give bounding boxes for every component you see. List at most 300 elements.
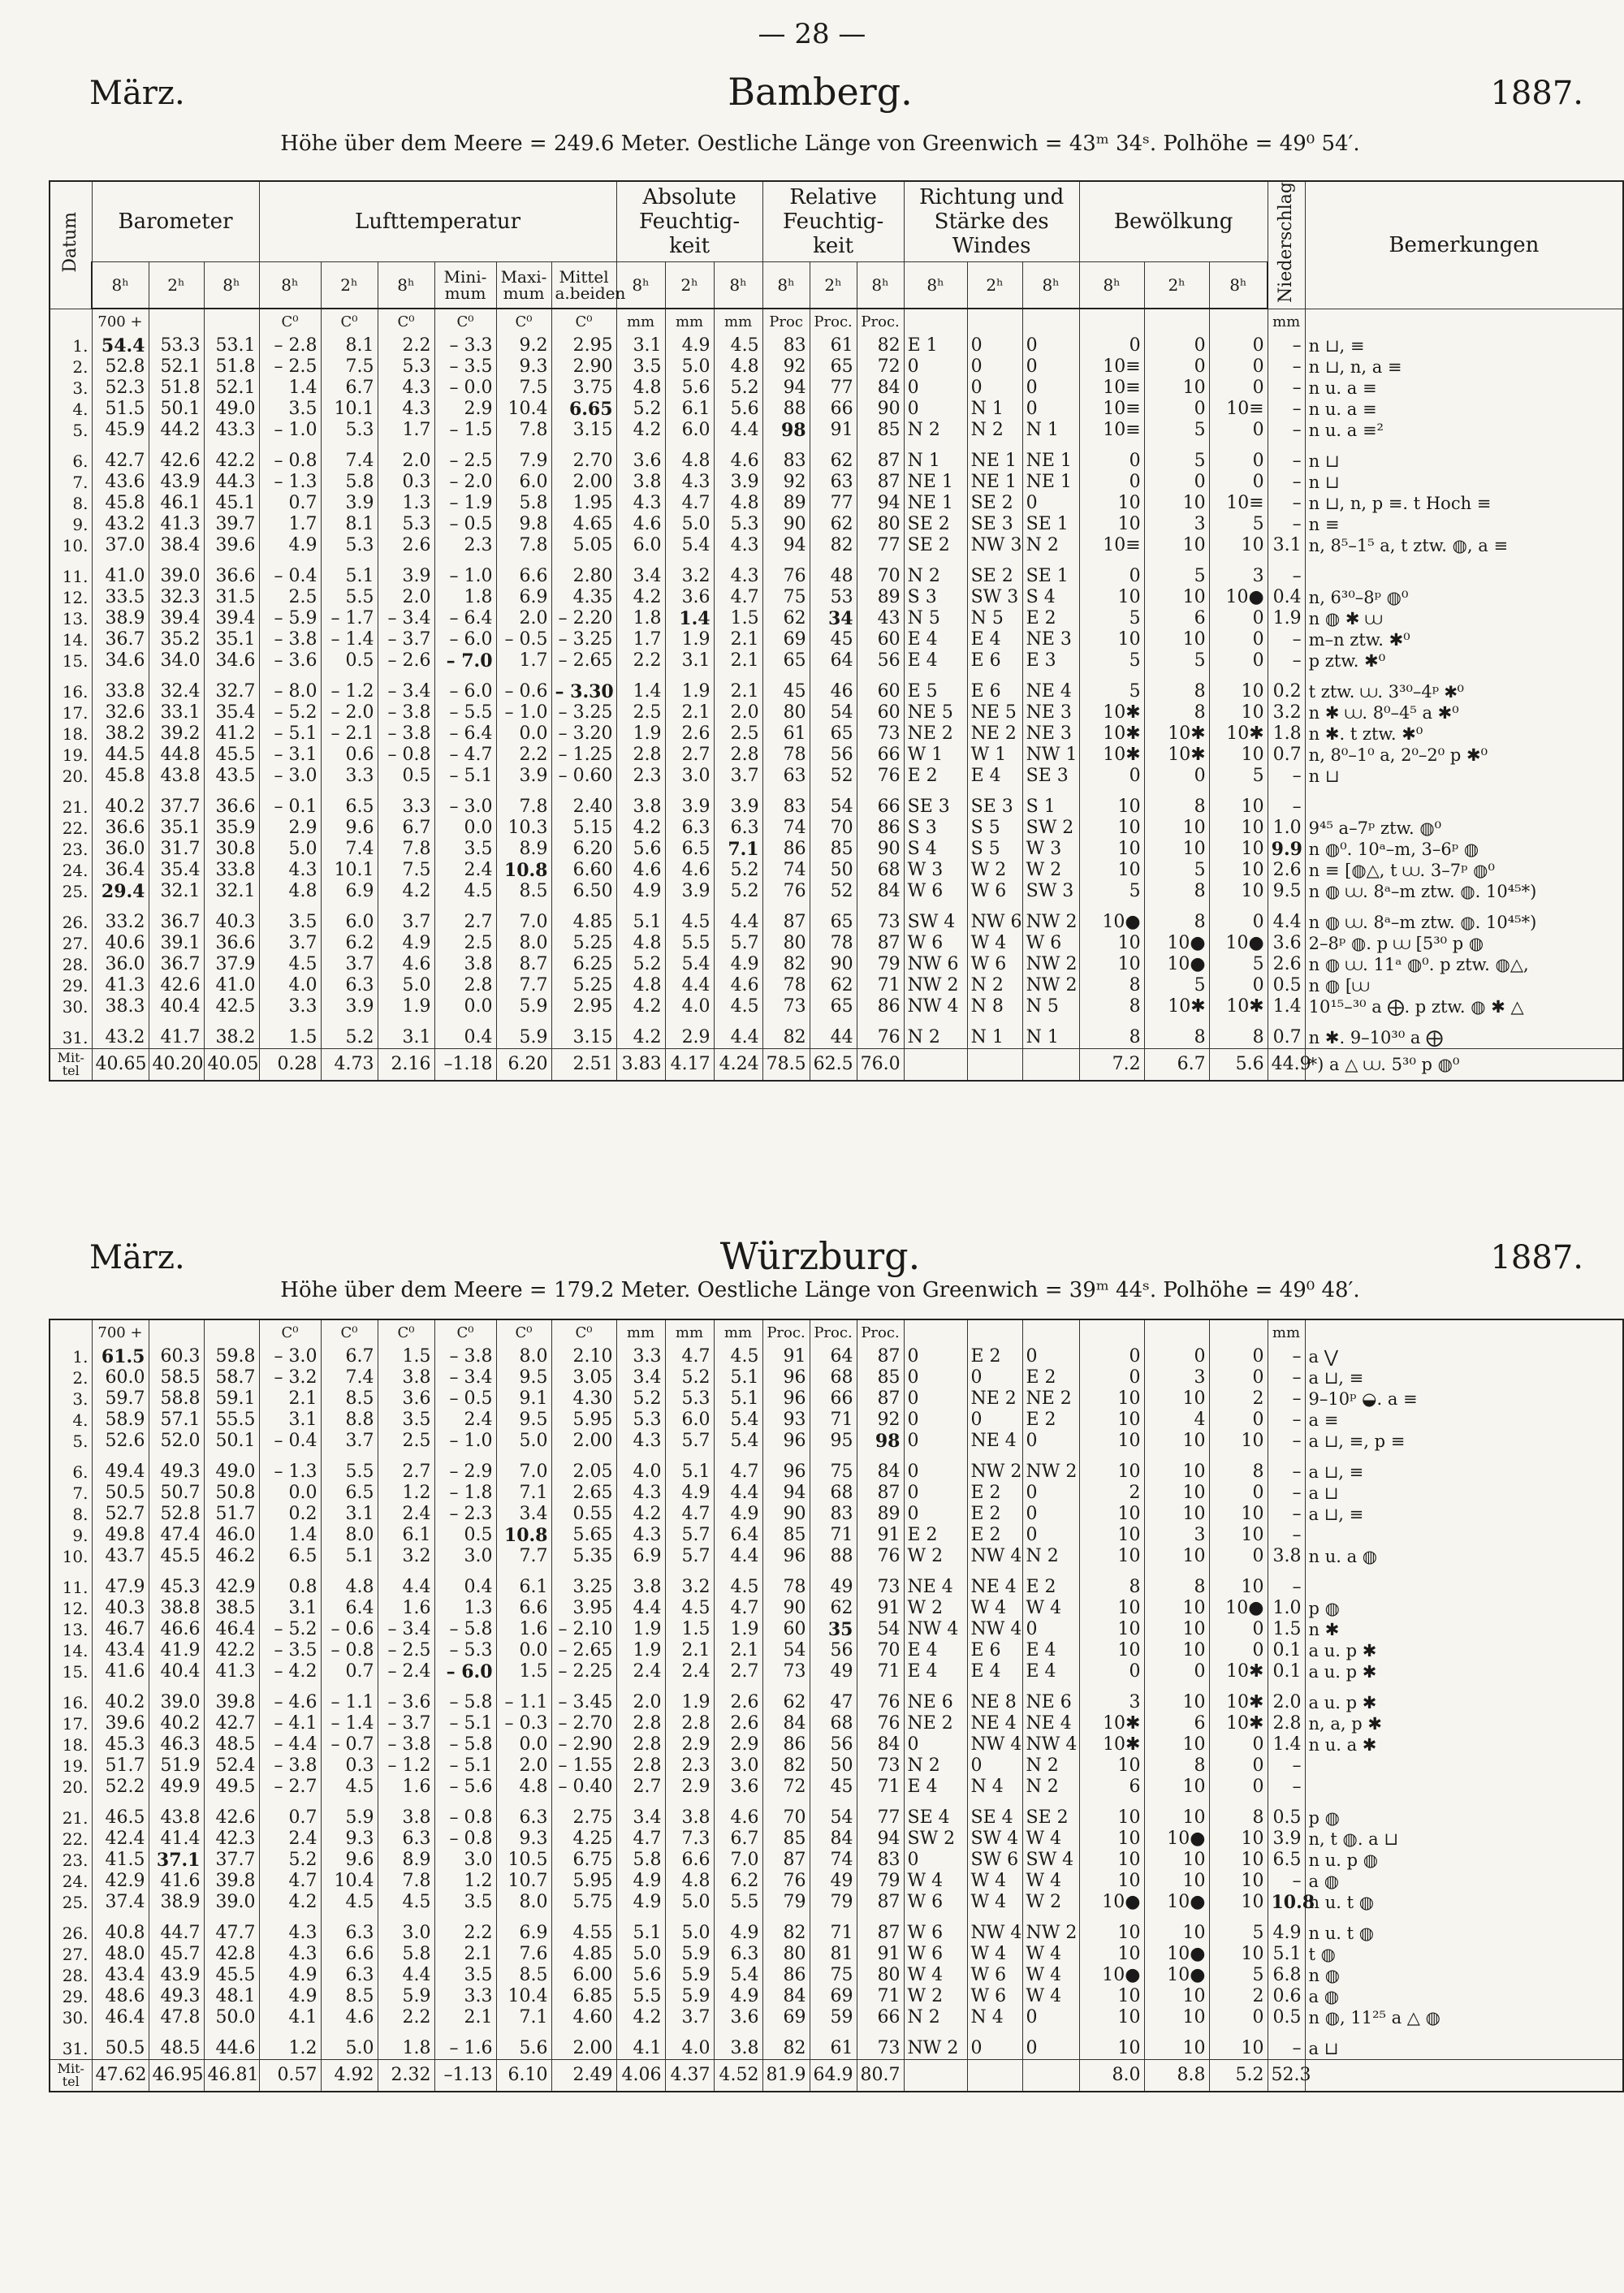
value-cell: 1.5 xyxy=(378,1346,434,1367)
value-cell: 6.3 xyxy=(321,1965,378,1986)
value-cell: 10✱ xyxy=(1144,996,1209,1017)
value-cell: – 3.6 xyxy=(259,650,321,671)
value-cell: SE 4 xyxy=(967,1807,1022,1829)
table-row xyxy=(50,608,1623,629)
value-cell: 8 xyxy=(1079,975,1144,996)
spacer-cell xyxy=(857,787,904,797)
value-cell: 6.3 xyxy=(496,1807,551,1829)
value-cell: 40.4 xyxy=(149,996,204,1017)
value-cell: 58.8 xyxy=(149,1388,204,1410)
table-row xyxy=(50,681,1623,702)
spacer-cell xyxy=(1144,1913,1209,1923)
mittel-cell: 5.6 xyxy=(1209,1049,1268,1082)
value-cell: 5.7 xyxy=(665,1546,714,1567)
value-cell: 2.4 xyxy=(378,1504,434,1525)
value-cell: SE 2 xyxy=(904,514,967,535)
value-cell: 45.7 xyxy=(149,1944,204,1965)
value-cell: 10 xyxy=(1144,1388,1209,1410)
value-cell: N 8 xyxy=(967,996,1022,1017)
value-cell: 38.8 xyxy=(149,1598,204,1619)
value-cell: 61 xyxy=(762,723,810,745)
value-cell: E 2 xyxy=(967,1483,1022,1504)
value-cell: 5 xyxy=(1144,420,1209,441)
mittel-cell: 46.95 xyxy=(149,2060,204,2092)
month-label: März. xyxy=(89,75,185,112)
value-cell: 4.4 xyxy=(665,975,714,996)
table-row xyxy=(50,535,1623,556)
value-cell: 66 xyxy=(810,399,857,420)
day-cell: 29. xyxy=(50,975,92,996)
value-cell: 4.6 xyxy=(714,975,762,996)
value-cell: 3.5 xyxy=(434,839,496,860)
value-cell: 33.8 xyxy=(92,681,149,702)
unit-cell: Proc. xyxy=(810,309,857,335)
value-cell: 91 xyxy=(857,1598,904,1619)
spacer-cell xyxy=(1268,1452,1305,1462)
month-label: März. xyxy=(89,1239,185,1276)
year-label: 1887. xyxy=(1490,1239,1583,1276)
value-cell: 10 xyxy=(1144,1504,1209,1525)
spacer-cell xyxy=(434,1452,496,1462)
value-cell: 2.1 xyxy=(434,2007,496,2028)
day-cell: 30. xyxy=(50,2007,92,2028)
value-cell: W 4 xyxy=(1022,1944,1079,1965)
value-cell: 87 xyxy=(857,1483,904,1504)
table-row xyxy=(50,702,1623,723)
value-cell: 77 xyxy=(857,535,904,556)
value-cell: 59 xyxy=(810,2007,857,2028)
value-cell: 10● xyxy=(1209,587,1268,608)
value-cell: 1.0 xyxy=(1268,818,1305,839)
value-cell: 6.9 xyxy=(496,1923,551,1944)
value-cell: 3.0 xyxy=(665,766,714,787)
value-cell: 10.4 xyxy=(496,399,551,420)
spacer-cell xyxy=(1079,556,1144,566)
value-cell: 75 xyxy=(810,1965,857,1986)
value-cell: 3.7 xyxy=(665,2007,714,2028)
unit-cell: Proc xyxy=(762,309,810,335)
value-cell: 2.8 xyxy=(434,975,496,996)
spacer-cell xyxy=(1144,441,1209,451)
value-cell: 41.0 xyxy=(204,975,259,996)
remarks-cell: a ⋁ xyxy=(1305,1346,1623,1367)
value-cell: E 2 xyxy=(1022,608,1079,629)
value-cell: 34.6 xyxy=(204,650,259,671)
year-label: 1887. xyxy=(1490,75,1583,112)
value-cell: 5.1 xyxy=(714,1367,762,1388)
day-cell: 24. xyxy=(50,860,92,881)
table-row xyxy=(50,1546,1623,1567)
value-cell: 48.1 xyxy=(204,1986,259,2007)
spacer-cell xyxy=(434,1798,496,1807)
spacer-cell xyxy=(810,1567,857,1577)
value-cell: – 5.3 xyxy=(434,1640,496,1661)
value-cell: 10≡ xyxy=(1079,420,1144,441)
value-cell: 10.8 xyxy=(1268,1892,1305,1913)
value-cell: 53 xyxy=(810,587,857,608)
value-cell: 6.6 xyxy=(321,1944,378,1965)
day-cell: 18. xyxy=(50,723,92,745)
value-cell: 4.7 xyxy=(714,1598,762,1619)
value-cell: 10 xyxy=(1209,881,1268,902)
day-cell: 25. xyxy=(50,881,92,902)
value-cell: 2.2 xyxy=(434,1923,496,1944)
spacer-cell xyxy=(1144,1682,1209,1692)
spacer-cell xyxy=(1209,787,1268,797)
spacer-cell xyxy=(378,1567,434,1577)
value-cell: 88 xyxy=(810,1546,857,1567)
value-cell: 0 xyxy=(1209,912,1268,933)
value-cell: 1.9 xyxy=(665,1692,714,1713)
unit-cell xyxy=(967,309,1022,335)
value-cell: 2.7 xyxy=(714,1661,762,1682)
value-cell: 8 xyxy=(1079,996,1144,1017)
spacer-cell xyxy=(1022,787,1079,797)
value-cell: 94 xyxy=(857,493,904,514)
value-cell: 0 xyxy=(967,1410,1022,1431)
value-cell: W 1 xyxy=(967,745,1022,766)
header-wind: Richtung und Stärke des Windes xyxy=(904,181,1079,262)
remarks-cell: n u. a ◍ xyxy=(1305,1546,1623,1567)
value-cell: 4.7 xyxy=(616,1829,665,1850)
unit-cell: Proc. xyxy=(762,1319,810,1346)
value-cell: 9.8 xyxy=(496,514,551,535)
value-cell: 36.7 xyxy=(149,954,204,975)
value-cell: 0.0 xyxy=(434,818,496,839)
value-cell: W 6 xyxy=(904,881,967,902)
value-cell: 48.0 xyxy=(92,1944,149,1965)
subheader-cell: Maxi-mum xyxy=(496,262,551,309)
value-cell: 0 xyxy=(1209,451,1268,472)
value-cell: 53.3 xyxy=(149,335,204,356)
value-cell: 44.8 xyxy=(149,745,204,766)
value-cell: 5 xyxy=(1144,975,1209,996)
spacer-cell xyxy=(204,671,259,681)
value-cell: 10 xyxy=(1209,1504,1268,1525)
value-cell: 5 xyxy=(1209,954,1268,975)
value-cell: 50 xyxy=(810,1755,857,1777)
unit-cell: Proc. xyxy=(857,1319,904,1346)
table-row xyxy=(50,1483,1623,1504)
day-cell: 17. xyxy=(50,1713,92,1734)
value-cell: 4.4 xyxy=(714,912,762,933)
remarks-cell: a ⊔ xyxy=(1305,2038,1623,2060)
value-cell: 59.7 xyxy=(92,1388,149,1410)
mittel-cell: 7.2 xyxy=(1079,1049,1144,1082)
remarks-cell: n u. a ✱ xyxy=(1305,1734,1623,1755)
header-lufttemperatur: Lufttemperatur xyxy=(259,181,616,262)
value-cell: 4.55 xyxy=(551,1923,616,1944)
header-abs-feuchtigkeit: Absolute Feuchtig-keit xyxy=(616,181,762,262)
value-cell: N 2 xyxy=(904,1027,967,1049)
value-cell: 7.7 xyxy=(496,975,551,996)
value-cell: 5.3 xyxy=(378,514,434,535)
value-cell: – 3.1 xyxy=(259,745,321,766)
spacer-cell xyxy=(714,1567,762,1577)
value-cell: 0 xyxy=(967,1367,1022,1388)
spacer-cell xyxy=(1079,1798,1144,1807)
value-cell: N 2 xyxy=(904,1755,967,1777)
remarks-cell: n ◍⁰. 10ᵃ–m, 3–6ᵖ ◍ xyxy=(1305,839,1623,860)
value-cell: 43.8 xyxy=(149,766,204,787)
spacer-cell xyxy=(259,902,321,912)
value-cell: 2.40 xyxy=(551,797,616,818)
value-cell: 8.1 xyxy=(321,514,378,535)
value-cell: 3.0 xyxy=(434,1546,496,1567)
value-cell: 4.3 xyxy=(714,566,762,587)
value-cell: W 6 xyxy=(967,954,1022,975)
value-cell: N 1 xyxy=(904,451,967,472)
value-cell: 4.9 xyxy=(616,1871,665,1892)
spacer-cell xyxy=(762,1017,810,1027)
spacer-cell xyxy=(810,1798,857,1807)
value-cell: 42.2 xyxy=(204,451,259,472)
unit-cell xyxy=(149,309,204,335)
value-cell: 5.2 xyxy=(714,378,762,399)
value-cell: 50.5 xyxy=(92,1483,149,1504)
spacer-cell xyxy=(1209,556,1268,566)
value-cell: 2.8 xyxy=(665,1713,714,1734)
spacer-cell xyxy=(149,902,204,912)
value-cell: 36.6 xyxy=(204,797,259,818)
row-spacer xyxy=(50,1017,1623,1027)
value-cell: 10 xyxy=(1209,797,1268,818)
value-cell: 10 xyxy=(1144,1777,1209,1798)
value-cell: 3.15 xyxy=(551,420,616,441)
value-cell: 3.6 xyxy=(1268,933,1305,954)
value-cell: 5 xyxy=(1144,860,1209,881)
table-row xyxy=(50,1577,1623,1598)
value-cell: 91 xyxy=(857,1944,904,1965)
value-cell: 32.3 xyxy=(149,587,204,608)
value-cell: 8 xyxy=(1079,1027,1144,1049)
value-cell: 6.7 xyxy=(321,1346,378,1367)
spacer-cell xyxy=(1079,441,1144,451)
value-cell: – 1.9 xyxy=(434,493,496,514)
spacer-cell xyxy=(50,671,92,681)
value-cell: 7.8 xyxy=(378,839,434,860)
spacer-cell xyxy=(496,1452,551,1462)
value-cell: E 1 xyxy=(904,335,967,356)
value-cell: 82 xyxy=(762,954,810,975)
unit-cell xyxy=(204,1319,259,1346)
value-cell: 83 xyxy=(762,451,810,472)
value-cell: 79 xyxy=(762,1892,810,1913)
value-cell: 3.0 xyxy=(378,1923,434,1944)
value-cell: 41.5 xyxy=(92,1850,149,1871)
value-cell: 4.3 xyxy=(259,1944,321,1965)
value-cell: 10 xyxy=(1079,1504,1144,1525)
value-cell: 1.7 xyxy=(496,650,551,671)
spacer-cell xyxy=(616,441,665,451)
table-row xyxy=(50,766,1623,787)
value-cell: – 3.25 xyxy=(551,702,616,723)
value-cell: – xyxy=(1268,1367,1305,1388)
value-cell: – 3.4 xyxy=(434,1367,496,1388)
spacer-cell xyxy=(857,1567,904,1577)
value-cell: NE 8 xyxy=(967,1692,1022,1713)
day-cell: 6. xyxy=(50,1462,92,1483)
value-cell: 4.8 xyxy=(616,933,665,954)
spacer-cell xyxy=(714,2028,762,2038)
value-cell: 42.3 xyxy=(204,1829,259,1850)
value-cell: 5.5 xyxy=(321,1462,378,1483)
value-cell: 10 xyxy=(1144,1462,1209,1483)
value-cell: 72 xyxy=(762,1777,810,1798)
unit-cell xyxy=(904,1319,967,1346)
day-cell: 7. xyxy=(50,1483,92,1504)
value-cell: – xyxy=(1268,1410,1305,1431)
day-cell: 26. xyxy=(50,912,92,933)
value-cell: S 1 xyxy=(1022,797,1079,818)
value-cell: N 5 xyxy=(904,608,967,629)
value-cell: 3.6 xyxy=(616,451,665,472)
remarks-cell: a ≡ xyxy=(1305,1410,1623,1431)
value-cell: 4.8 xyxy=(714,493,762,514)
value-cell: 34.6 xyxy=(92,650,149,671)
value-cell: – 0.3 xyxy=(496,1713,551,1734)
value-cell: 58.7 xyxy=(204,1367,259,1388)
spacer-cell xyxy=(259,1567,321,1577)
value-cell: – 0.8 xyxy=(259,451,321,472)
table-row xyxy=(50,1777,1623,1798)
spacer-cell xyxy=(810,556,857,566)
spacer-cell xyxy=(810,441,857,451)
value-cell: 47.7 xyxy=(204,1923,259,1944)
value-cell: 1.5 xyxy=(665,1619,714,1640)
value-cell: 9.3 xyxy=(496,1829,551,1850)
value-cell: 98 xyxy=(762,420,810,441)
value-cell: 0 xyxy=(1144,335,1209,356)
value-cell: 0 xyxy=(1022,1483,1079,1504)
value-cell: 73 xyxy=(857,723,904,745)
mittel-cell: 44.9 xyxy=(1268,1049,1305,1082)
spacer-cell xyxy=(204,1798,259,1807)
value-cell: 87 xyxy=(857,472,904,493)
value-cell: 3.2 xyxy=(665,1577,714,1598)
spacer-cell xyxy=(496,2028,551,2038)
value-cell: 6.5 xyxy=(1268,1850,1305,1871)
value-cell: 52.6 xyxy=(92,1431,149,1452)
value-cell: 2.0 xyxy=(1268,1692,1305,1713)
spacer-cell xyxy=(321,441,378,451)
spacer-cell xyxy=(616,1682,665,1692)
value-cell: 7.7 xyxy=(496,1546,551,1567)
value-cell: 43.8 xyxy=(149,1807,204,1829)
value-cell: 71 xyxy=(857,1777,904,1798)
value-cell: 6.5 xyxy=(321,797,378,818)
value-cell: 5.25 xyxy=(551,933,616,954)
value-cell: 7.5 xyxy=(378,860,434,881)
value-cell: 80 xyxy=(857,1965,904,1986)
value-cell: 42.4 xyxy=(92,1829,149,1850)
value-cell: 6.75 xyxy=(551,1850,616,1871)
unit-cell: C⁰ xyxy=(321,309,378,335)
value-cell: 8 xyxy=(1209,1027,1268,1049)
table-row xyxy=(50,378,1623,399)
value-cell: 91 xyxy=(857,1525,904,1546)
value-cell: 10✱ xyxy=(1209,1713,1268,1734)
table-row xyxy=(50,723,1623,745)
spacer-cell xyxy=(1079,2028,1144,2038)
value-cell: 50.1 xyxy=(149,399,204,420)
value-cell: 2.90 xyxy=(551,356,616,378)
subheader-cell: 8ʰ xyxy=(259,262,321,309)
mittel-cell: 64.9 xyxy=(810,2060,857,2092)
value-cell: 3.5 xyxy=(259,912,321,933)
mittel-cell: 46.81 xyxy=(204,2060,259,2092)
value-cell: 2.9 xyxy=(665,1027,714,1049)
spacer-cell xyxy=(1144,2028,1209,2038)
value-cell: 10✱ xyxy=(1209,1692,1268,1713)
value-cell: 10 xyxy=(1144,1619,1209,1640)
value-cell: 3.5 xyxy=(616,356,665,378)
value-cell: NE 5 xyxy=(967,702,1022,723)
value-cell: 29.4 xyxy=(92,881,149,902)
value-cell: 60 xyxy=(857,702,904,723)
value-cell: 68 xyxy=(810,1367,857,1388)
value-cell: 50.5 xyxy=(92,2038,149,2060)
unit-cell xyxy=(1022,309,1079,335)
value-cell: 0.4 xyxy=(434,1577,496,1598)
value-cell: 3.75 xyxy=(551,378,616,399)
value-cell: 5.4 xyxy=(714,1431,762,1452)
value-cell: – 2.4 xyxy=(378,1661,434,1682)
value-cell: 91 xyxy=(810,420,857,441)
value-cell: 7.6 xyxy=(496,1944,551,1965)
value-cell: 85 xyxy=(857,1367,904,1388)
value-cell: – 1.1 xyxy=(321,1692,378,1713)
spacer-cell xyxy=(857,1682,904,1692)
spacer-cell xyxy=(551,1798,616,1807)
value-cell: – xyxy=(1268,493,1305,514)
mittel-cell: 47.62 xyxy=(92,2060,149,2092)
value-cell: – 1.0 xyxy=(434,566,496,587)
value-cell: – 3.3 xyxy=(434,335,496,356)
unit-cell xyxy=(1305,1319,1623,1346)
value-cell: 10 xyxy=(1209,1577,1268,1598)
value-cell: 6.7 xyxy=(714,1829,762,1850)
value-cell: S 5 xyxy=(967,839,1022,860)
value-cell: 10 xyxy=(1144,493,1209,514)
value-cell: 42.7 xyxy=(92,451,149,472)
value-cell: 2.5 xyxy=(259,587,321,608)
value-cell: 0.1 xyxy=(1268,1640,1305,1661)
unit-cell xyxy=(149,1319,204,1346)
remarks-cell: a ⊔, ≡ xyxy=(1305,1367,1623,1388)
value-cell: 91 xyxy=(762,1346,810,1367)
value-cell: 5.8 xyxy=(321,472,378,493)
spacer-cell xyxy=(904,2028,967,2038)
value-cell: 51.9 xyxy=(149,1755,204,1777)
value-cell: 2.70 xyxy=(551,451,616,472)
value-cell: 4.7 xyxy=(259,1871,321,1892)
value-cell: 49.0 xyxy=(204,399,259,420)
unit-cell: C⁰ xyxy=(496,309,551,335)
value-cell: 90 xyxy=(762,1598,810,1619)
unit-cell: C⁰ xyxy=(321,1319,378,1346)
value-cell: 6.0 xyxy=(665,420,714,441)
table-row xyxy=(50,1871,1623,1892)
value-cell: 83 xyxy=(810,1504,857,1525)
station-name: Würzburg. xyxy=(719,1234,921,1278)
value-cell: 2.3 xyxy=(616,766,665,787)
value-cell: 5 xyxy=(1144,451,1209,472)
spacer-cell xyxy=(810,1452,857,1462)
value-cell: W 4 xyxy=(967,1598,1022,1619)
value-cell: W 6 xyxy=(904,1923,967,1944)
value-cell: W 6 xyxy=(967,881,1022,902)
